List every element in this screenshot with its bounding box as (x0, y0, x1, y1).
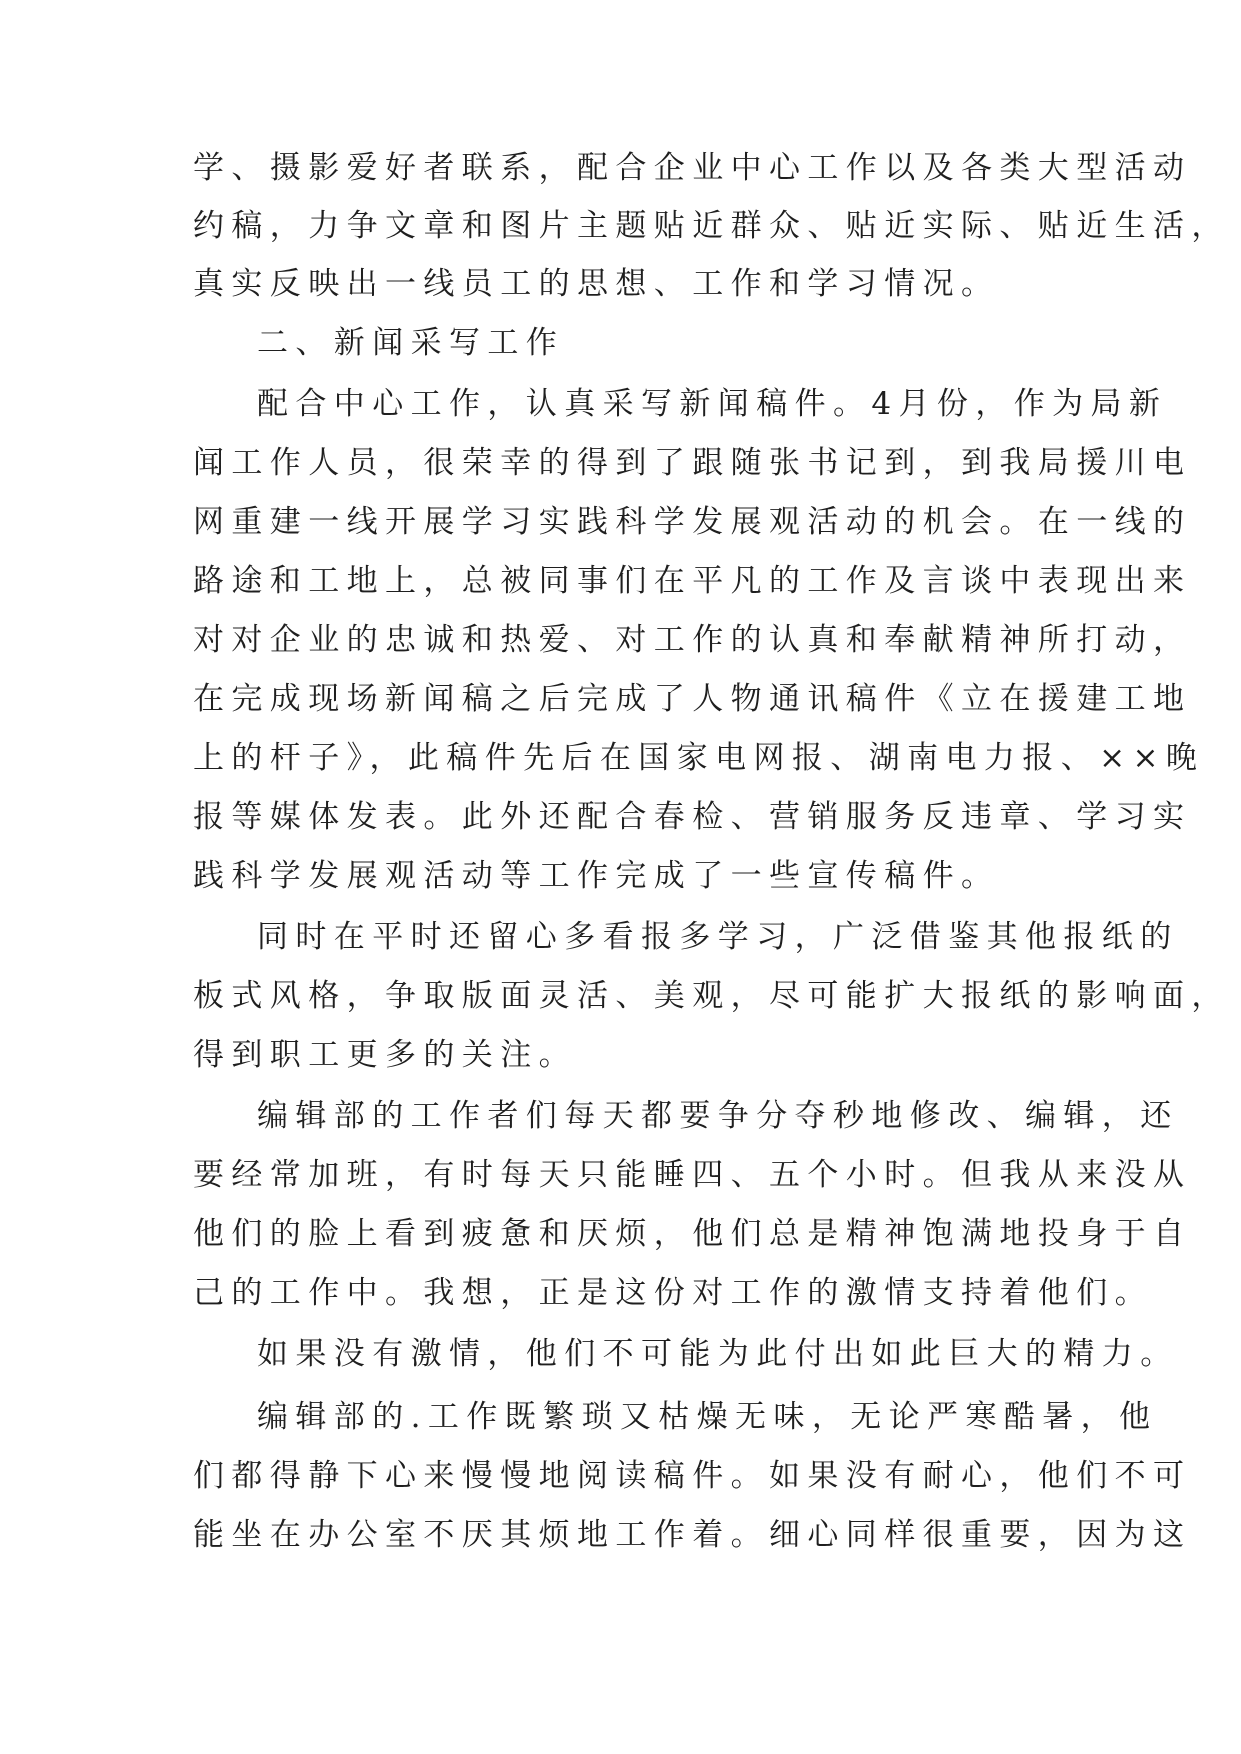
text-line: 路途和工地上，总被同事们在平凡的工作及言谈中表现出来 (193, 563, 1192, 599)
text-line: 己的工作中。我想，正是这份对工作的激情支持着他们。 (193, 1275, 1153, 1311)
text-line: 板式风格，争取版面灵活、美观，尽可能扩大报纸的影响面， (193, 978, 1230, 1014)
text-line: 他们的脸上看到疲惫和厌烦，他们总是精神饱满地投身于自 (193, 1216, 1192, 1252)
text-line: 编辑部的.工作既繁琐又枯燥无味，无论严寒酷暑，他 (257, 1399, 1158, 1435)
text-line: 配合中心工作，认真采写新闻稿件。4月份，作为局新 (257, 386, 1168, 422)
text-line: 对对企业的忠诚和热爱、对工作的认真和奉献精神所打动， (193, 622, 1192, 658)
text-line: 约稿，力争文章和图片主题贴近群众、贴近实际、贴近生活， (193, 208, 1230, 244)
text-line: 学、摄影爱好者联系，配合企业中心工作以及各类大型活动 (193, 150, 1192, 186)
text-line: 如果没有激情，他们不可能为此付出如此巨大的精力。 (257, 1336, 1179, 1372)
section-heading: 二、新闻采写工作 (257, 325, 565, 361)
text-line: 同时在平时还留心多看报多学习，广泛借鉴其他报纸的 (257, 919, 1179, 955)
text-line: 闻工作人员，很荣幸的得到了跟随张书记到，到我局援川电 (193, 445, 1192, 481)
text-line: 能坐在办公室不厌其烦地工作着。细心同样很重要，因为这 (193, 1517, 1192, 1553)
text-line: 要经常加班，有时每天只能睡四、五个小时。但我从来没从 (193, 1157, 1192, 1193)
text-line: 报等媒体发表。此外还配合春检、营销服务反违章、学习实 (193, 799, 1192, 835)
text-line: 网重建一线开展学习实践科学发展观活动的机会。在一线的 (193, 504, 1192, 540)
text-line: 得到职工更多的关注。 (193, 1037, 577, 1073)
text-line: 上的杆子》，此稿件先后在国家电网报、湖南电力报、××晚 (193, 740, 1205, 776)
text-line: 们都得静下心来慢慢地阅读稿件。如果没有耐心，他们不可 (193, 1458, 1192, 1494)
text-line: 在完成现场新闻稿之后完成了人物通讯稿件《立在援建工地 (193, 681, 1192, 717)
text-line: 践科学发展观活动等工作完成了一些宣传稿件。 (193, 858, 1000, 894)
text-line: 编辑部的工作者们每天都要争分夺秒地修改、编辑，还 (257, 1098, 1179, 1134)
text-line: 真实反映出一线员工的思想、工作和学习情况。 (193, 266, 1000, 302)
